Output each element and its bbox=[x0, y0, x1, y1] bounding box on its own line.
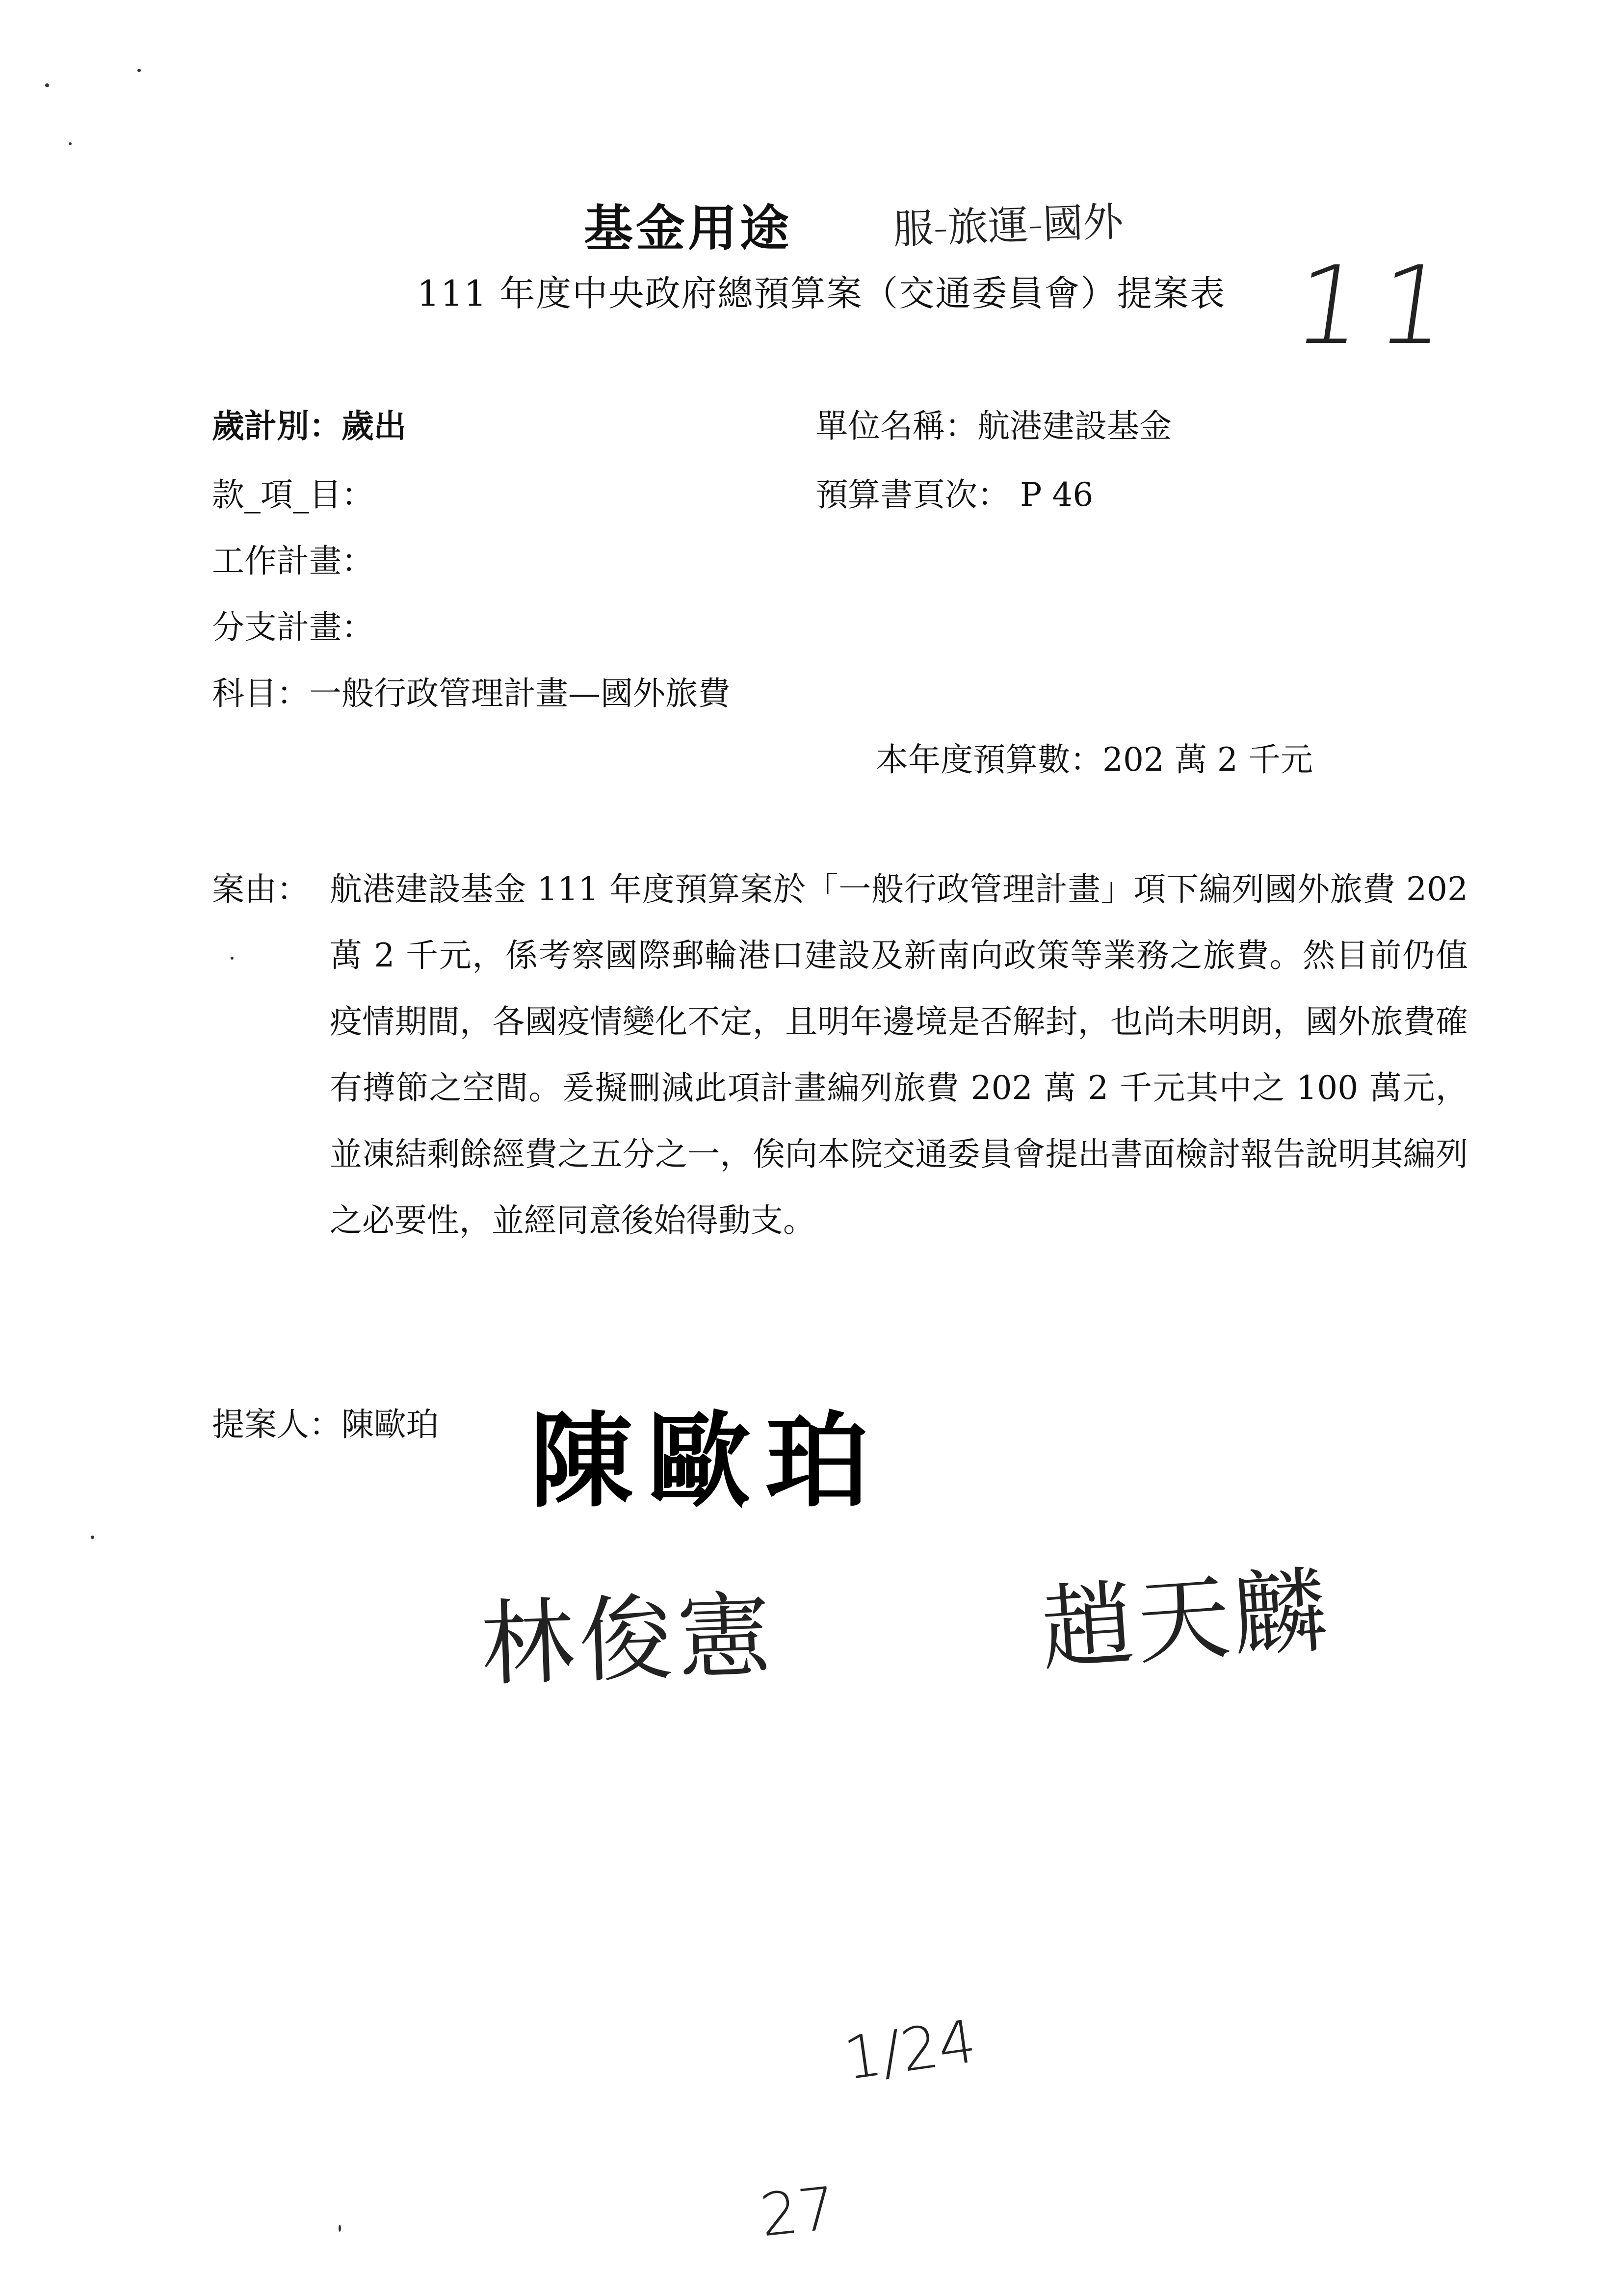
scan-speck bbox=[339, 2225, 341, 2232]
handwritten-number: 11 bbox=[1286, 243, 1471, 368]
field-budget-page: 預算書頁次： P 46 bbox=[815, 476, 1094, 514]
case-reason-text: 航港建設基金 111 年度預算案於「一般行政管理計畫」項下編列國外旅費 202 萬 2 千元，係考察國際郵輪港口建設及新南向政策等業務之旅費。然目前仍值疫情期間，各國疫情變化不定，且明年邊境是否解封，也尚未明朗，國外旅費確有撙節之空間。爰擬刪減此項計畫編列旅費 202 萬 2 千元其中之 100 萬元，並凍結剩餘經費之五分之一，俟向本院交通委員會提出書面檢討報告說明其編列之必要性，並經同意後始得動支。 bbox=[330, 870, 1468, 1239]
handwritten-date-mark: 1/24 bbox=[839, 2007, 980, 2094]
field-item: 款_項_目： bbox=[212, 476, 374, 514]
signature-1: 陳歐珀 bbox=[530, 1401, 884, 1521]
document-subtitle: 111 年度中央政府總預算案（交通委員會）提案表 bbox=[417, 273, 1226, 314]
handwritten-page-mark: 27 bbox=[757, 2174, 839, 2250]
field-branch-plan: 分支計畫： bbox=[212, 608, 374, 646]
header-title: 基金用途 bbox=[584, 199, 792, 257]
case-reason-section bbox=[212, 856, 1468, 1253]
scan-speck bbox=[91, 1536, 94, 1539]
field-unit-name: 單位名稱：航港建設基金 bbox=[815, 407, 1172, 445]
field-work-plan: 工作計畫： bbox=[212, 542, 374, 580]
scan-speck bbox=[137, 69, 141, 72]
proposer-label: 提案人：陳歐珀 bbox=[212, 1406, 439, 1443]
field-subject: 科目：一般行政管理計畫—國外旅費 bbox=[212, 675, 730, 712]
scan-speck bbox=[231, 957, 234, 960]
signature-2: 林俊憲 bbox=[479, 1580, 778, 1699]
field-account-type: 歲計別：歲出 bbox=[212, 407, 406, 445]
scan-speck bbox=[69, 142, 72, 145]
case-reason-label: 案由： bbox=[212, 870, 309, 908]
signature-3: 趙天麟 bbox=[1037, 1556, 1333, 1685]
handwritten-category-note: 服-旅運-國外 bbox=[892, 198, 1124, 254]
field-annual-budget: 本年度預算數：202 萬 2 千元 bbox=[876, 741, 1313, 779]
scan-speck bbox=[45, 83, 49, 87]
